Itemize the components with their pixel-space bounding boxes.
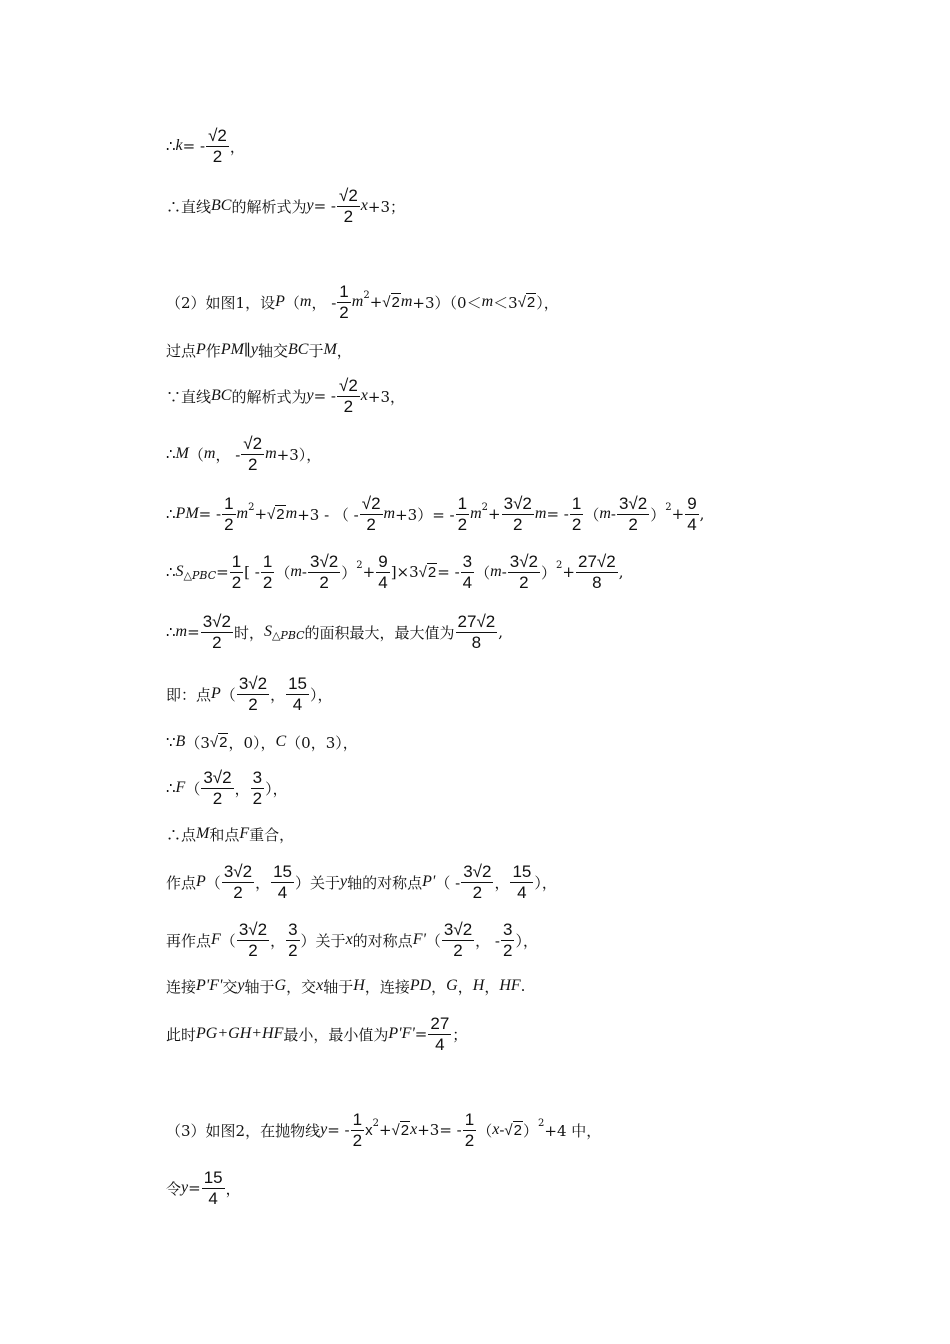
line-pm-length: ∴ PM = - $\frac{1}{2}$ m 2 + √ 2 m +3 - （ - $\frac{√2}{2}$ m +3）= - $\frac{1}{2}$ m 2 + $\frac{3√2}{2}$ m = - $\frac{1}{2}$ （ m - $\frac{3√2}{2}$ ） 2 + $\frac{9}{4}$ , [166, 493, 705, 534]
line-point-f: ∴ F （ $\frac{3√2}{2}$ ， $\frac{3}{2}$ ）， [166, 767, 288, 808]
line-max-area: ∴ m = $\frac{3√2}{2}$ 时， S △PBC 的面积最大，最大值为 $\frac{27√2}{8}$ , [166, 611, 504, 652]
line-part3-parabola: （3）如图2，在抛物线 y = - $\frac{1}{2}$ x 2 + √ 2 x +3= - $\frac{1}{2}$ （ x - √ 2 ） 2 +4 中， [166, 1109, 602, 1150]
line-m-f-coincide: ∴点 M 和点 F 重合， [166, 825, 295, 844]
line-area-pbc: ∴ S △PBC = $\frac{1}{2}$ [ - $\frac{1}{2}$ （ m - $\frac{3√2}{2}$ ） 2 + $\frac{9}{4}$ ]×3 √ 2 = - $\frac{3}{4}$ （ m - $\frac{3√2}{2}$ ） 2 + $\frac{27√2}{8}$ , [166, 551, 624, 592]
line-connect: 连接 P'F' 交 y 轴于 G ，交 x 轴于 H ，连接 PD ， G ， H ， HF . [166, 977, 526, 996]
line-part2-set-p: （2）如图1，设 P （ m ， - $\frac{1}{2}$ m 2 + √ 2 m +3）（0＜ m ＜3 √ 2 ）， [166, 281, 559, 322]
line-draw-pm: 过点 P 作 PM ∥ y 轴交 BC 于 M ， [166, 341, 352, 360]
line-reflect-p: 作点 P （ $\frac{3√2}{2}$ ， $\frac{15}{4}$ ）关于 y 轴的对称点 P' （ - $\frac{3√2}{2}$ ， $\frac{15}{4}$ ）， [166, 861, 557, 902]
line-let-y: 令 y = $\frac{15}{4}$ ， [166, 1167, 241, 1208]
line-min-value: 此时 PG+GH+HF 最小，最小值为 P'F' = $\frac{27}{4}$ ； [166, 1013, 468, 1054]
line-m-coordinates: ∴ M （ m ， - $\frac{√2}{2}$ m +3）， [166, 433, 322, 474]
line-bc-equation: ∴直线 BC 的解析式为 y = - $\frac{√2}{2}$ x +3； [166, 185, 406, 226]
line-reflect-f: 再作点 F （ $\frac{3√2}{2}$ ， $\frac{3}{2}$ ）关于 x 的对称点 F' （ $\frac{3√2}{2}$ ， - $\frac{3}{2}$ ）， [166, 919, 538, 960]
fraction: $\frac{√2}{2}$ [208, 125, 227, 166]
line-k-value: ∴ k = - $\frac{√2}{2}$ ， [166, 125, 245, 166]
line-points-b-c: ∵ B （3 √ 2 ，0）， C （0，3）， [166, 733, 358, 752]
line-because-bc: ∵直线 BC 的解析式为 y = - $\frac{√2}{2}$ x +3， [166, 375, 406, 416]
line-point-p: 即：点 P （ $\frac{3√2}{2}$ ， $\frac{15}{4}$ ）， [166, 673, 333, 714]
